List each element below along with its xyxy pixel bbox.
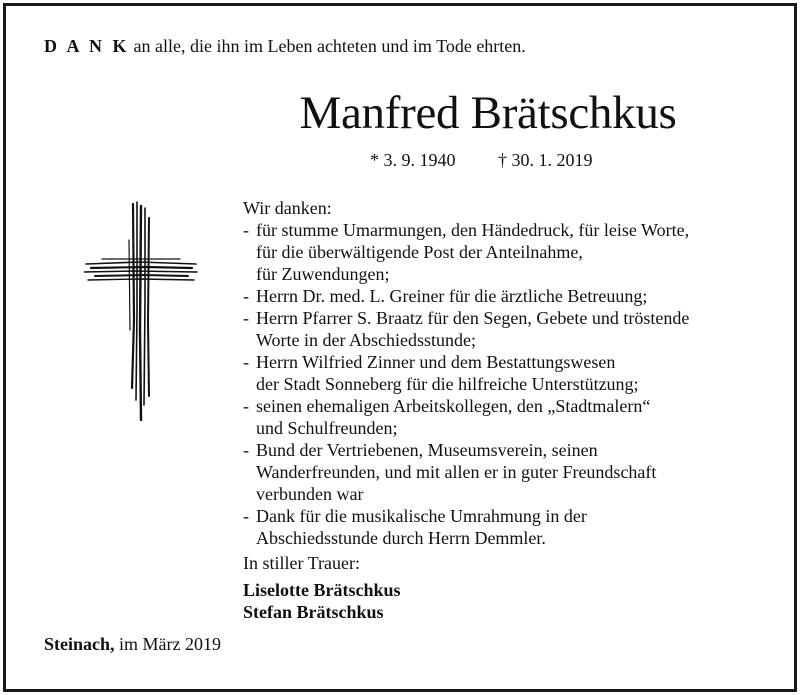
thanks-line: verbunden war [256, 484, 364, 504]
death-date: † 30. 1. 2019 [498, 150, 593, 170]
notice-date: im März 2019 [119, 634, 221, 654]
thanks-item [243, 285, 763, 307]
life-dates [370, 150, 593, 171]
dank-word: D A N K [44, 36, 130, 56]
mourner-name: Stefan Brätschkus [243, 602, 384, 622]
thanks-line: - Herrn Pfarrer S. Braatz für den Segen, Gebete und tröstende [256, 308, 690, 328]
thanks-line: Worte in der Abschiedsstunde; [256, 330, 477, 350]
thanks-line: Wanderfreunden, und mit allen er in guter Freundschaft [256, 462, 657, 482]
thanks-line: und Schulfreunden; [256, 418, 398, 438]
mourner-name: Liselotte Brätschkus [243, 580, 401, 600]
thanks-list [243, 219, 763, 549]
birth-date: * 3. 9. 1940 [370, 150, 456, 170]
thanks-item [243, 505, 763, 549]
thanks-section [243, 197, 763, 549]
thanks-line: - Bund der Vertriebenen, Museumsverein, seinen [256, 440, 598, 460]
thanks-line: - für stumme Umarmungen, den Händedruck, für leise Worte, [256, 220, 690, 240]
thanks-line: für Zuwendungen; [256, 264, 390, 284]
dank-text: an alle, die ihn im Leben achteten und im Tode ehrten. [133, 36, 526, 56]
thanks-line: - Herrn Wilfried Zinner und dem Bestattungswesen [256, 352, 616, 372]
thanks-line: für die überwältigende Post der Anteilnahme, [256, 242, 583, 262]
cross-icon [84, 200, 198, 422]
dank-line [44, 36, 526, 57]
thanks-item [243, 395, 763, 439]
thanks-line: Abschiedsstunde durch Herrn Demmler. [256, 528, 546, 548]
thanks-item [243, 219, 763, 285]
thanks-item [243, 307, 763, 351]
thanks-line: - Herrn Dr. med. L. Greiner für die ärztliche Betreuung; [256, 286, 648, 306]
thanks-line: der Stadt Sonneberg für die hilfreiche Unterstützung; [256, 374, 639, 394]
thanks-line: - seinen ehemaligen Arbeitskollegen, den „Stadtmalern“ [256, 396, 651, 416]
mourning-section [243, 552, 401, 623]
thanks-item [243, 351, 763, 395]
thanks-item [243, 439, 763, 505]
mourning-intro: In stiller Trauer: [243, 553, 360, 573]
deceased-name: Manfred Brätschkus [299, 87, 677, 139]
thanks-line: - Dank für die musikalische Umrahmung in der [256, 506, 587, 526]
thanks-intro: Wir danken: [243, 198, 332, 218]
place: Steinach, [44, 634, 115, 654]
place-date-line [44, 634, 221, 655]
